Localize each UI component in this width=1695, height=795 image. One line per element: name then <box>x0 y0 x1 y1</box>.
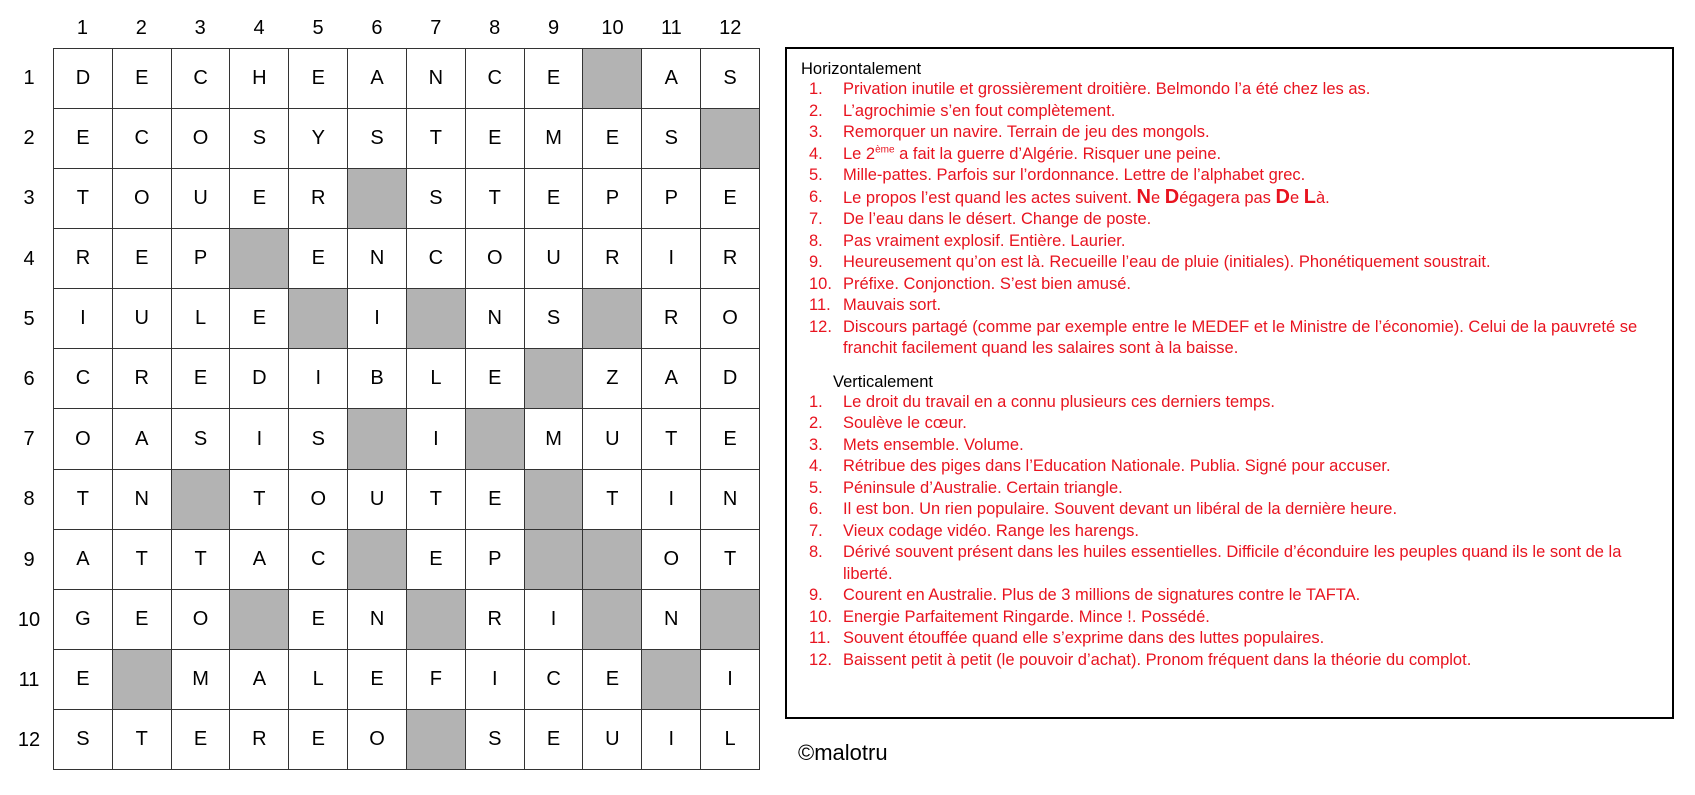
letter-cell[interactable]: T <box>113 710 172 770</box>
black-cell <box>525 349 584 409</box>
clue-item <box>801 252 1660 274</box>
clue-number: 11. <box>809 296 831 314</box>
column-number: 9 <box>548 17 560 39</box>
clue-text <box>843 413 1660 435</box>
clue-text <box>843 295 1660 317</box>
letter-cell[interactable]: R <box>701 229 760 289</box>
clue-text <box>843 317 1660 360</box>
clue-text-part: L’agrochimie s’en fout complètement. <box>843 101 1116 120</box>
letter-cell[interactable]: M <box>172 650 231 710</box>
row-number: 8 <box>23 488 35 511</box>
letter-cell[interactable]: D <box>701 349 760 409</box>
letter-cell[interactable]: B <box>348 349 407 409</box>
letter-cell[interactable]: E <box>172 349 231 409</box>
black-cell <box>701 109 760 169</box>
clue-item <box>801 650 1660 672</box>
clue-text-part: Baissent petit à petit (le pouvoir d’achat). Pronom fréquent dans la théorie du complot. <box>843 650 1472 669</box>
letter-cell[interactable]: E <box>701 409 760 469</box>
letter-cell[interactable]: C <box>172 49 231 109</box>
black-cell <box>407 289 466 349</box>
clue-number: 8. <box>809 231 823 250</box>
row-number: 7 <box>23 428 35 451</box>
horizontal-heading: Horizontalement <box>801 60 922 78</box>
black-cell <box>583 530 642 590</box>
clue-text-part: Mauvais sort. <box>843 296 942 314</box>
letter-cell[interactable]: L <box>172 289 231 349</box>
letter-cell[interactable]: N <box>642 590 701 650</box>
black-cell <box>172 470 231 530</box>
letter-cell[interactable]: R <box>466 590 525 650</box>
letter-cell[interactable]: E <box>525 49 584 109</box>
row-number: 4 <box>23 247 35 270</box>
letter-cell[interactable]: I <box>407 409 466 469</box>
column-number: 1 <box>76 17 88 39</box>
letter-cell[interactable]: M <box>525 109 584 169</box>
row-number: 12 <box>17 729 41 752</box>
letter-cell[interactable]: L <box>407 349 466 409</box>
letter-cell[interactable]: S <box>172 409 231 469</box>
row-number: 9 <box>23 548 35 571</box>
clues-panel <box>785 47 1674 719</box>
clue-number: 7. <box>809 210 823 228</box>
letter-cell[interactable]: E <box>701 169 760 229</box>
clue-item <box>801 478 1660 500</box>
letter-cell[interactable]: E <box>172 710 231 770</box>
clue-number: 5. <box>809 166 823 184</box>
clue-item <box>801 122 1660 144</box>
black-cell <box>407 590 466 650</box>
letter-cell[interactable]: I <box>466 650 525 710</box>
letter-cell[interactable]: O <box>642 530 701 590</box>
clue-number: 4. <box>809 144 823 163</box>
copyright-text: ©malotru <box>798 740 888 765</box>
clue-number: 8. <box>809 543 823 561</box>
clue-text-part: Energie Parfaitement Ringarde. Mince !. Possédé. <box>843 607 1210 626</box>
clue-text <box>843 252 1660 274</box>
letter-cell[interactable]: C <box>525 650 584 710</box>
clue-text <box>843 650 1660 672</box>
clue-text <box>843 585 1660 607</box>
clue-text-part: égagera pas <box>1179 188 1276 207</box>
clue-text-part: Préfixe. Conjonction. S’est bien amusé. <box>843 274 1131 293</box>
letter-cell[interactable]: A <box>348 49 407 109</box>
row-number: 11 <box>18 668 40 691</box>
letter-cell[interactable]: E <box>230 169 289 229</box>
clue-number: 4. <box>809 457 823 475</box>
letter-cell[interactable]: E <box>407 530 466 590</box>
clue-item <box>801 585 1660 607</box>
letter-cell[interactable]: L <box>701 710 760 770</box>
clue-number: 5. <box>809 478 823 497</box>
clue-number: 1. <box>809 80 823 98</box>
letter-cell[interactable]: C <box>54 349 113 409</box>
letter-cell[interactable]: P <box>172 229 231 289</box>
letter-cell[interactable]: T <box>54 169 113 229</box>
clue-text-part: e <box>1150 188 1165 207</box>
letter-cell[interactable]: O <box>172 590 231 650</box>
letter-cell[interactable]: N <box>348 590 407 650</box>
column-number: 5 <box>312 17 324 39</box>
column-number: 11 <box>660 17 682 39</box>
vertical-heading: Verticalement <box>833 372 933 391</box>
column-number: 2 <box>135 17 147 39</box>
clue-text-part: e <box>1289 188 1304 207</box>
clue-item <box>801 456 1660 478</box>
clue-number: 3. <box>809 123 823 141</box>
letter-cell[interactable]: A <box>642 49 701 109</box>
letter-cell[interactable]: E <box>583 109 642 169</box>
letter-cell[interactable]: T <box>466 169 525 229</box>
letter-cell[interactable]: I <box>54 289 113 349</box>
letter-cell[interactable]: N <box>701 470 760 530</box>
clue-number: 10. <box>809 274 832 293</box>
clue-number: 1. <box>809 392 823 411</box>
clue-number: 2. <box>809 414 823 432</box>
clue-number: 11. <box>809 629 831 647</box>
clue-text <box>843 392 1660 414</box>
clue-superscript: ème <box>875 144 895 155</box>
row-number: 3 <box>23 187 35 210</box>
horizontal-clues <box>801 79 1660 360</box>
letter-cell[interactable]: E <box>466 470 525 530</box>
letter-cell[interactable]: I <box>525 590 584 650</box>
letter-cell[interactable]: R <box>289 169 348 229</box>
row-number: 2 <box>23 127 35 150</box>
black-cell <box>348 530 407 590</box>
black-cell <box>113 650 172 710</box>
clue-item <box>801 165 1660 187</box>
clue-text <box>843 274 1660 296</box>
clue-item <box>801 607 1660 629</box>
clue-number: 12. <box>809 650 832 669</box>
letter-cell[interactable]: I <box>642 710 701 770</box>
letter-cell[interactable]: E <box>54 109 113 169</box>
clue-item <box>801 317 1660 360</box>
letter-cell[interactable]: D <box>230 349 289 409</box>
clue-text-part: De l’eau dans le désert. Change de poste. <box>843 210 1152 228</box>
vertical-clues <box>801 392 1660 672</box>
clue-item <box>801 521 1660 543</box>
clue-item <box>801 187 1660 210</box>
clue-text-part: Heureusement qu’on est là. Recueille l’eau de pluie (initiales). Phonétiquement soustrait. <box>843 253 1491 271</box>
letter-cell[interactable]: E <box>348 650 407 710</box>
letter-cell[interactable]: D <box>54 49 113 109</box>
black-cell <box>583 590 642 650</box>
row-number: 5 <box>23 307 35 330</box>
black-cell <box>348 409 407 469</box>
clue-text <box>843 144 1660 166</box>
letter-cell[interactable]: I <box>701 650 760 710</box>
letter-cell[interactable]: E <box>230 289 289 349</box>
clue-text-part: Rétribue des piges dans l’Education Nationale. Publia. Signé pour accuser. <box>843 457 1391 475</box>
clue-text-part: à. <box>1315 188 1330 207</box>
letter-cell[interactable]: H <box>230 49 289 109</box>
letter-cell[interactable]: F <box>407 650 466 710</box>
letter-cell[interactable]: E <box>466 109 525 169</box>
letter-cell[interactable]: O <box>466 229 525 289</box>
black-cell <box>348 169 407 229</box>
clue-text-part: Le propos l’est quand les actes suivent. <box>843 188 1137 207</box>
letter-cell[interactable]: S <box>348 109 407 169</box>
letter-cell[interactable]: E <box>466 349 525 409</box>
letter-cell[interactable]: T <box>701 530 760 590</box>
clue-item <box>801 499 1660 521</box>
letter-cell[interactable]: S <box>407 169 466 229</box>
black-cell <box>583 49 642 109</box>
clue-item <box>801 435 1660 457</box>
clue-number: 2. <box>809 101 823 120</box>
clue-text-part: Vieux codage vidéo. Range les harengs. <box>843 521 1139 540</box>
clue-item <box>801 628 1660 650</box>
column-number: 10 <box>601 17 624 39</box>
letter-cell[interactable]: S <box>642 109 701 169</box>
letter-cell[interactable]: P <box>583 169 642 229</box>
black-cell <box>583 289 642 349</box>
letter-cell[interactable]: S <box>230 109 289 169</box>
letter-cell[interactable]: E <box>289 49 348 109</box>
row-numbers <box>10 48 48 770</box>
clue-text <box>843 435 1660 457</box>
clue-number: 6. <box>809 187 823 206</box>
column-number: 8 <box>489 17 501 39</box>
letter-cell[interactable]: I <box>289 349 348 409</box>
clue-text-part: Privation inutile et grossièrement droitière. Belmondo l’a été chez les as. <box>843 80 1371 98</box>
letter-cell[interactable]: O <box>113 169 172 229</box>
letter-cell[interactable]: I <box>642 229 701 289</box>
letter-cell[interactable]: T <box>172 530 231 590</box>
letter-cell[interactable]: O <box>54 409 113 469</box>
clue-text-part: Souvent étouffée quand elle s’exprime dans des luttes populaires. <box>843 629 1325 647</box>
letter-cell[interactable]: Y <box>289 109 348 169</box>
letter-cell[interactable]: E <box>583 650 642 710</box>
clue-number: 6. <box>809 500 823 518</box>
letter-cell[interactable]: A <box>642 349 701 409</box>
letter-cell[interactable]: E <box>525 710 584 770</box>
clue-text <box>843 165 1660 187</box>
clue-text-part: Soulève le cœur. <box>843 414 967 432</box>
clue-text <box>843 607 1660 629</box>
clue-text-part: Mille-pattes. Parfois sur l’ordonnance. Lettre de l’alphabet grec. <box>843 166 1306 184</box>
letter-cell[interactable]: R <box>642 289 701 349</box>
clue-initial-letter: N <box>1136 185 1151 208</box>
clue-text-part: Pas vraiment explosif. Entière. Laurier. <box>843 231 1126 250</box>
letter-cell[interactable]: S <box>525 289 584 349</box>
column-number: 4 <box>253 17 265 39</box>
clue-initial-letter: D <box>1164 185 1180 208</box>
black-cell <box>289 289 348 349</box>
clue-item <box>801 79 1660 101</box>
clue-number: 7. <box>809 521 823 540</box>
clue-initial-letter: D <box>1275 185 1290 208</box>
clue-number: 3. <box>809 435 823 454</box>
letter-cell[interactable]: U <box>583 710 642 770</box>
black-cell <box>407 710 466 770</box>
clue-text-part: Remorquer un navire. Terrain de jeu des mongols. <box>843 123 1210 141</box>
letter-cell[interactable]: U <box>525 229 584 289</box>
clue-text <box>843 521 1660 543</box>
column-number: 12 <box>719 17 742 39</box>
letter-cell[interactable]: A <box>113 409 172 469</box>
clue-number: 9. <box>809 253 823 271</box>
letter-cell[interactable]: E <box>113 49 172 109</box>
clue-initial-letter: L <box>1303 185 1316 208</box>
clue-text <box>843 478 1660 500</box>
letter-cell[interactable]: I <box>230 409 289 469</box>
black-cell <box>701 590 760 650</box>
black-cell <box>525 470 584 530</box>
letter-cell[interactable]: E <box>289 229 348 289</box>
letter-cell[interactable]: T <box>642 409 701 469</box>
clue-text <box>843 542 1660 585</box>
letter-cell[interactable]: C <box>407 229 466 289</box>
clue-item <box>801 542 1660 585</box>
clue-text <box>843 209 1660 231</box>
letter-cell[interactable]: T <box>407 109 466 169</box>
black-cell <box>525 530 584 590</box>
letter-cell[interactable]: R <box>230 710 289 770</box>
letter-cell[interactable]: S <box>289 409 348 469</box>
letter-cell[interactable]: T <box>583 470 642 530</box>
clue-text-part: Il est bon. Un rien populaire. Souvent devant un libéral de la dernière heure. <box>843 500 1398 518</box>
letter-cell[interactable]: E <box>113 229 172 289</box>
row-number: 10 <box>17 608 41 631</box>
letter-cell[interactable]: E <box>113 590 172 650</box>
letter-cell[interactable]: S <box>701 49 760 109</box>
clue-text-part: Le droit du travail en a connu plusieurs ces derniers temps. <box>843 392 1275 411</box>
clue-text-part: Courent en Australie. Plus de 3 millions de signatures contre le TAFTA. <box>843 586 1361 604</box>
letter-cell[interactable]: N <box>407 49 466 109</box>
letter-cell[interactable]: Z <box>583 349 642 409</box>
clue-text <box>843 628 1660 650</box>
clue-text <box>843 79 1660 101</box>
clue-text-part: Le 2 <box>843 144 876 163</box>
clue-item <box>801 274 1660 296</box>
letter-cell[interactable]: L <box>289 650 348 710</box>
letter-cell[interactable]: R <box>54 229 113 289</box>
letter-cell[interactable]: R <box>583 229 642 289</box>
clue-item <box>801 101 1660 123</box>
clue-number: 12. <box>809 317 832 336</box>
clue-text <box>843 101 1660 123</box>
letter-cell[interactable]: T <box>230 470 289 530</box>
clue-item <box>801 144 1660 166</box>
clue-number: 9. <box>809 586 823 604</box>
black-cell <box>230 229 289 289</box>
clue-text-part: Dérivé souvent présent dans les huiles essentielles. Difficile d’éconduire les peuples quand ils le sont de la liberté. <box>843 543 1622 583</box>
crossword-grid <box>53 48 760 770</box>
clue-text-part: a fait la guerre d’Algérie. Risquer une peine. <box>894 144 1222 163</box>
letter-cell[interactable]: U <box>113 289 172 349</box>
letter-cell[interactable]: C <box>466 49 525 109</box>
column-numbers <box>53 14 760 42</box>
letter-cell[interactable]: E <box>289 590 348 650</box>
letter-cell[interactable]: E <box>289 710 348 770</box>
letter-cell[interactable]: T <box>113 530 172 590</box>
clue-text-part: Discours partagé (comme par exemple entre le MEDEF et le Ministre de l’économie). Celui de la pauvreté se franchit facilement quand les salaires sont à la baisse. <box>843 317 1638 357</box>
clue-item <box>801 392 1660 414</box>
column-number: 7 <box>430 17 442 39</box>
letter-cell[interactable]: T <box>407 470 466 530</box>
letter-cell[interactable]: M <box>525 409 584 469</box>
letter-cell[interactable]: O <box>348 710 407 770</box>
column-number: 3 <box>194 17 206 39</box>
row-number: 1 <box>23 67 35 89</box>
clue-text <box>843 499 1660 521</box>
letter-cell[interactable]: A <box>230 530 289 590</box>
black-cell <box>642 650 701 710</box>
letter-cell[interactable]: N <box>348 229 407 289</box>
clue-text <box>843 122 1660 144</box>
letter-cell[interactable]: U <box>172 169 231 229</box>
clue-item <box>801 231 1660 253</box>
row-number: 6 <box>23 367 35 390</box>
letter-cell[interactable]: U <box>348 470 407 530</box>
clue-text-part: Péninsule d’Australie. Certain triangle. <box>843 478 1123 497</box>
letter-cell[interactable]: A <box>230 650 289 710</box>
letter-cell[interactable]: I <box>348 289 407 349</box>
clue-item <box>801 295 1660 317</box>
letter-cell[interactable]: A <box>54 530 113 590</box>
letter-cell[interactable]: N <box>113 470 172 530</box>
clue-text <box>843 456 1660 478</box>
clue-number: 10. <box>809 607 832 626</box>
letter-cell[interactable]: U <box>583 409 642 469</box>
letter-cell[interactable]: S <box>466 710 525 770</box>
letter-cell[interactable]: O <box>701 289 760 349</box>
letter-cell[interactable]: O <box>289 470 348 530</box>
clue-item <box>801 209 1660 231</box>
letter-cell[interactable]: C <box>113 109 172 169</box>
column-number: 6 <box>371 17 383 39</box>
letter-cell[interactable]: G <box>54 590 113 650</box>
letter-cell[interactable]: E <box>54 650 113 710</box>
letter-cell[interactable]: I <box>642 470 701 530</box>
clue-item <box>801 413 1660 435</box>
letter-cell[interactable]: N <box>466 289 525 349</box>
letter-cell[interactable]: P <box>642 169 701 229</box>
black-cell <box>230 590 289 650</box>
clue-text <box>843 231 1660 253</box>
black-cell <box>466 409 525 469</box>
letter-cell[interactable]: S <box>54 710 113 770</box>
clue-text <box>843 187 1660 210</box>
clue-text-part: Mets ensemble. Volume. <box>843 435 1024 454</box>
letter-cell[interactable]: R <box>113 349 172 409</box>
letter-cell[interactable]: T <box>54 470 113 530</box>
letter-cell[interactable]: P <box>466 530 525 590</box>
letter-cell[interactable]: O <box>172 109 231 169</box>
letter-cell[interactable]: C <box>289 530 348 590</box>
letter-cell[interactable]: E <box>525 169 584 229</box>
